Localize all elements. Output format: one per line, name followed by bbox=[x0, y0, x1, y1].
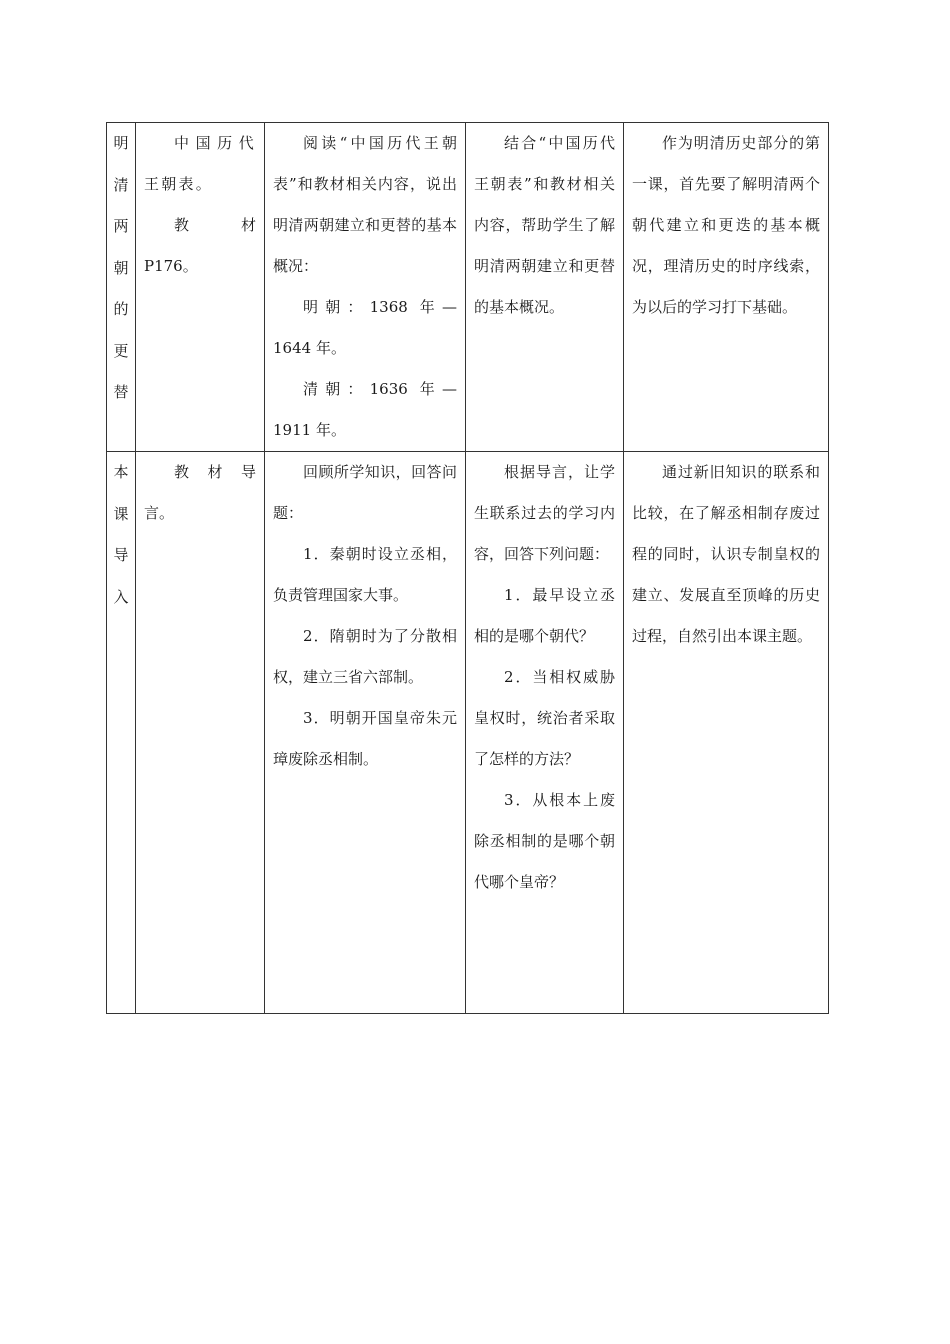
intent-text: 作为明清历史部分的第一课，首先要了解明清两个朝代建立和更迭的基本概况，理清历史的时序线索，为以后的学习打下基础。 bbox=[632, 134, 820, 316]
topic-char: 替 bbox=[113, 383, 129, 401]
lesson-plan-table bbox=[106, 122, 829, 1014]
student-activity-text: 1．秦朝时设立丞相，负责管理国家大事。 bbox=[273, 545, 457, 604]
intent-cell bbox=[624, 123, 829, 452]
topic-char: 本 bbox=[113, 463, 129, 481]
table-row bbox=[107, 123, 829, 452]
student-activity-text: 清朝：1636 年—1911 年。 bbox=[273, 380, 457, 439]
teacher-activity-text: 结合“中国历代王朝表”和教材相关内容，帮助学生了解明清两朝建立和更替的基本概况。 bbox=[474, 134, 615, 316]
topic-char: 导 bbox=[113, 546, 129, 564]
student-activity-cell bbox=[265, 123, 466, 452]
student-activity-cell bbox=[265, 452, 466, 1014]
resource-text: 中国历代王朝表。 bbox=[144, 134, 256, 193]
intent-cell bbox=[624, 452, 829, 1014]
topic-cell bbox=[107, 123, 136, 452]
table-row bbox=[107, 452, 829, 1014]
teacher-activity-cell bbox=[466, 123, 624, 452]
resource-text: 教 材P176。 bbox=[144, 216, 256, 275]
intent-text: 通过新旧知识的联系和比较，在了解丞相制存废过程的同时，认识专制皇权的建立、发展直至顶峰的历史过程，自然引出本课主题。 bbox=[632, 463, 820, 645]
teacher-activity-text: 3．从根本上废除丞相制的是哪个朝代哪个皇帝？ bbox=[474, 791, 615, 891]
resource-text: 教 材 导言。 bbox=[144, 463, 256, 522]
student-activity-text: 回顾所学知识，回答问题： bbox=[273, 463, 457, 522]
topic-char: 的 bbox=[113, 300, 129, 318]
student-activity-text: 3．明朝开国皇帝朱元璋废除丞相制。 bbox=[273, 709, 457, 768]
topic-char: 课 bbox=[113, 504, 129, 523]
teacher-activity-text: 2．当相权威胁皇权时，统治者采取了怎样的方法？ bbox=[474, 668, 615, 768]
student-activity-text: 明朝：1368 年—1644 年。 bbox=[273, 298, 457, 357]
resources-cell bbox=[136, 452, 265, 1014]
topic-char: 更 bbox=[113, 341, 129, 360]
resources-cell bbox=[136, 123, 265, 452]
topic-char: 清 bbox=[113, 175, 129, 194]
teacher-activity-text: 根据导言，让学生联系过去的学习内容，回答下列问题： bbox=[474, 463, 615, 563]
topic-char: 朝 bbox=[113, 258, 129, 277]
topic-char: 明 bbox=[113, 134, 129, 152]
student-activity-text: 2．隋朝时为了分散相权，建立三省六部制。 bbox=[273, 627, 457, 686]
topic-char: 入 bbox=[113, 587, 129, 606]
teacher-activity-text: 1．最早设立丞相的是哪个朝代？ bbox=[474, 586, 615, 645]
topic-char: 两 bbox=[113, 217, 129, 235]
teacher-activity-cell bbox=[466, 452, 624, 1014]
student-activity-text: 阅读“中国历代王朝表”和教材相关内容，说出明清两朝建立和更替的基本概况： bbox=[273, 134, 457, 275]
topic-cell bbox=[107, 452, 136, 1014]
